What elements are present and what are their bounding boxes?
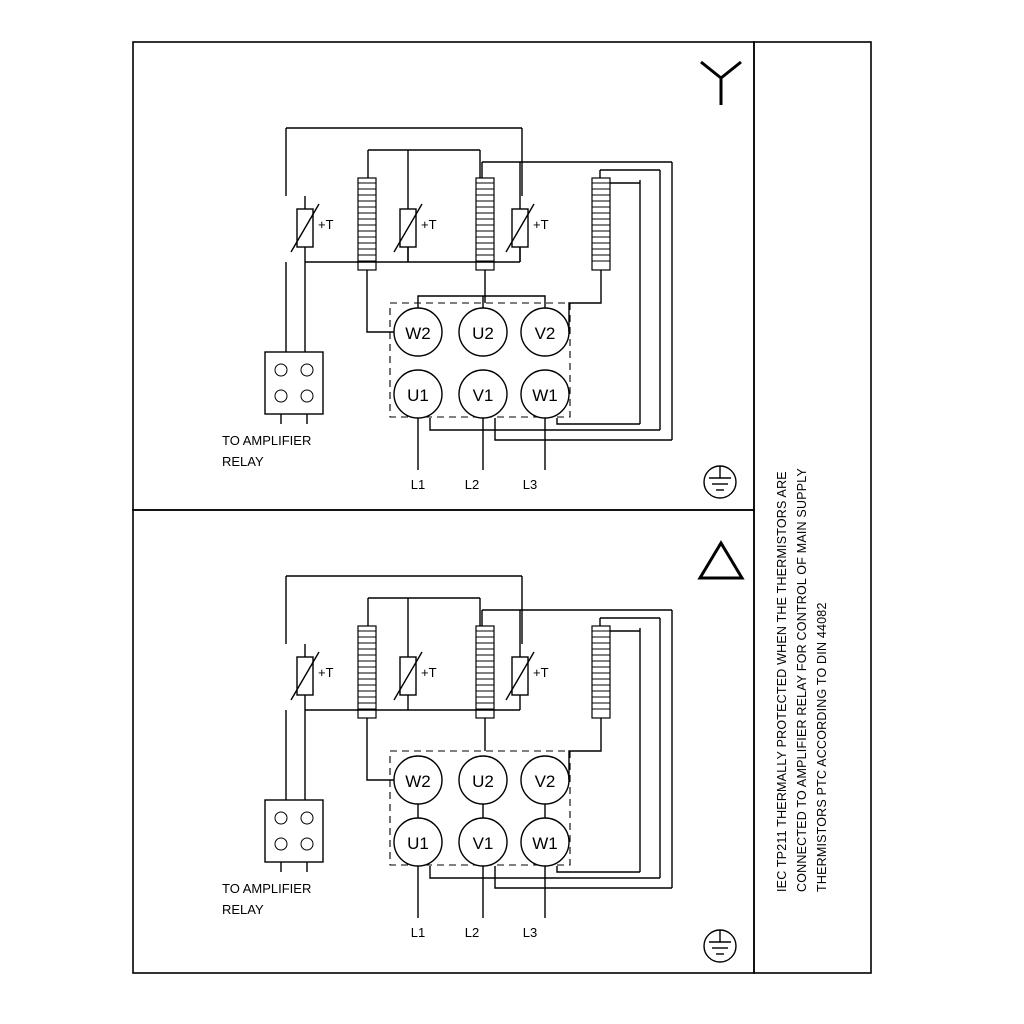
- tap-V1-right-star: [495, 418, 672, 440]
- amplifier-connector-block-delta: [265, 800, 323, 872]
- motor-coil-3-delta: [592, 626, 610, 718]
- thermistor-2-delta-label: +T: [421, 665, 437, 680]
- thermistor-1-delta-label: +T: [318, 665, 334, 680]
- thermistor-2-delta: [394, 644, 437, 710]
- amplifier-note-line1-delta: TO AMPLIFIER: [222, 881, 312, 896]
- tap-W1-right-delta: [557, 866, 640, 872]
- thermistor-3-delta: [506, 644, 549, 710]
- side-note-line2: CONNECTED TO AMPLIFIER RELAY FOR CONTROL OF MAIN SUPPLY: [795, 467, 809, 892]
- thermistor-2-star: [394, 196, 437, 262]
- terminal-U2-delta-label: U2: [472, 772, 494, 791]
- star-bridge: [418, 296, 545, 308]
- supply-L2-delta-label: L2: [464, 925, 480, 940]
- coil3-lead-star: [569, 270, 601, 332]
- terminal-W2-star-label: W2: [405, 324, 431, 343]
- side-note-line1: IEC TP211 THERMALLY PROTECTED WHEN THE THERMISTORS ARE: [775, 471, 789, 892]
- terminal-W1-star-label: W1: [532, 386, 558, 405]
- coil1-lead2-delta: [367, 751, 394, 780]
- motor-coil-2-star: [476, 178, 494, 270]
- terminal-W2-star: [394, 308, 442, 356]
- terminal-V1-star-label: V1: [472, 386, 494, 405]
- terminal-V2-star: [521, 308, 569, 356]
- supply-L1-star-label: L1: [410, 477, 426, 492]
- terminal-W2-delta-label: W2: [405, 772, 431, 791]
- panel-star: [222, 62, 741, 498]
- supply-L3-star-label: L3: [522, 477, 538, 492]
- terminal-U1-star: [394, 370, 442, 418]
- thermistor-1-star: [291, 196, 334, 262]
- supply-L2-star-label: L2: [464, 477, 480, 492]
- thermistor-1-star-label: +T: [318, 217, 334, 232]
- side-note: [775, 468, 829, 892]
- terminal-W1-star: [521, 370, 569, 418]
- terminal-U2-delta: [459, 756, 507, 804]
- thermistor-2-star-label: +T: [421, 217, 437, 232]
- motor-coil-2-delta: [476, 626, 494, 718]
- motor-coil-1-delta: [358, 626, 376, 718]
- tap-W1-right-star: [557, 418, 640, 424]
- star-wye-icon: [701, 62, 741, 105]
- terminal-U1-delta: [394, 818, 442, 866]
- panel-delta: [222, 543, 742, 962]
- terminal-V1-star: [459, 370, 507, 418]
- terminal-U2-star-label: U2: [472, 324, 494, 343]
- side-note-frame: [754, 42, 871, 973]
- motor-coil-3-star: [592, 178, 610, 270]
- terminal-W1-delta: [521, 818, 569, 866]
- terminal-U2-star: [459, 308, 507, 356]
- amplifier-connector-block-star: [265, 352, 323, 424]
- thermistor-3-delta-label: +T: [533, 665, 549, 680]
- terminal-W1-delta-label: W1: [532, 834, 558, 853]
- amplifier-note-line2-delta: RELAY: [222, 902, 264, 917]
- supply-L1-delta-label: L1: [410, 925, 426, 940]
- motor-coil-1-star: [358, 178, 376, 270]
- terminal-V1-delta: [459, 818, 507, 866]
- earth-ground-icon-star: [704, 466, 736, 498]
- terminal-W2-delta: [394, 756, 442, 804]
- amplifier-note-line1-star: TO AMPLIFIER: [222, 433, 312, 448]
- delta-triangle-icon: [700, 543, 742, 578]
- coil3-lead-delta: [569, 718, 601, 780]
- terminal-U1-star-label: U1: [407, 386, 429, 405]
- terminal-V2-star-label: V2: [534, 324, 556, 343]
- earth-ground-icon-delta: [704, 930, 736, 962]
- terminal-V2-delta: [521, 756, 569, 804]
- thermistor-3-star-label: +T: [533, 217, 549, 232]
- terminal-U1-delta-label: U1: [407, 834, 429, 853]
- terminal-V1-delta-label: V1: [472, 834, 494, 853]
- coil1-lead2-star: [367, 303, 394, 332]
- terminal-V2-delta-label: V2: [534, 772, 556, 791]
- thermistor-3-star: [506, 196, 549, 262]
- side-note-line3: THERMISTORS PTC ACCORDING TO DIN 44082: [815, 602, 829, 892]
- supply-L3-delta-label: L3: [522, 925, 538, 940]
- tap-V1-right-delta: [495, 866, 672, 888]
- amplifier-note-line2-star: RELAY: [222, 454, 264, 469]
- thermistor-1-delta: [291, 644, 334, 710]
